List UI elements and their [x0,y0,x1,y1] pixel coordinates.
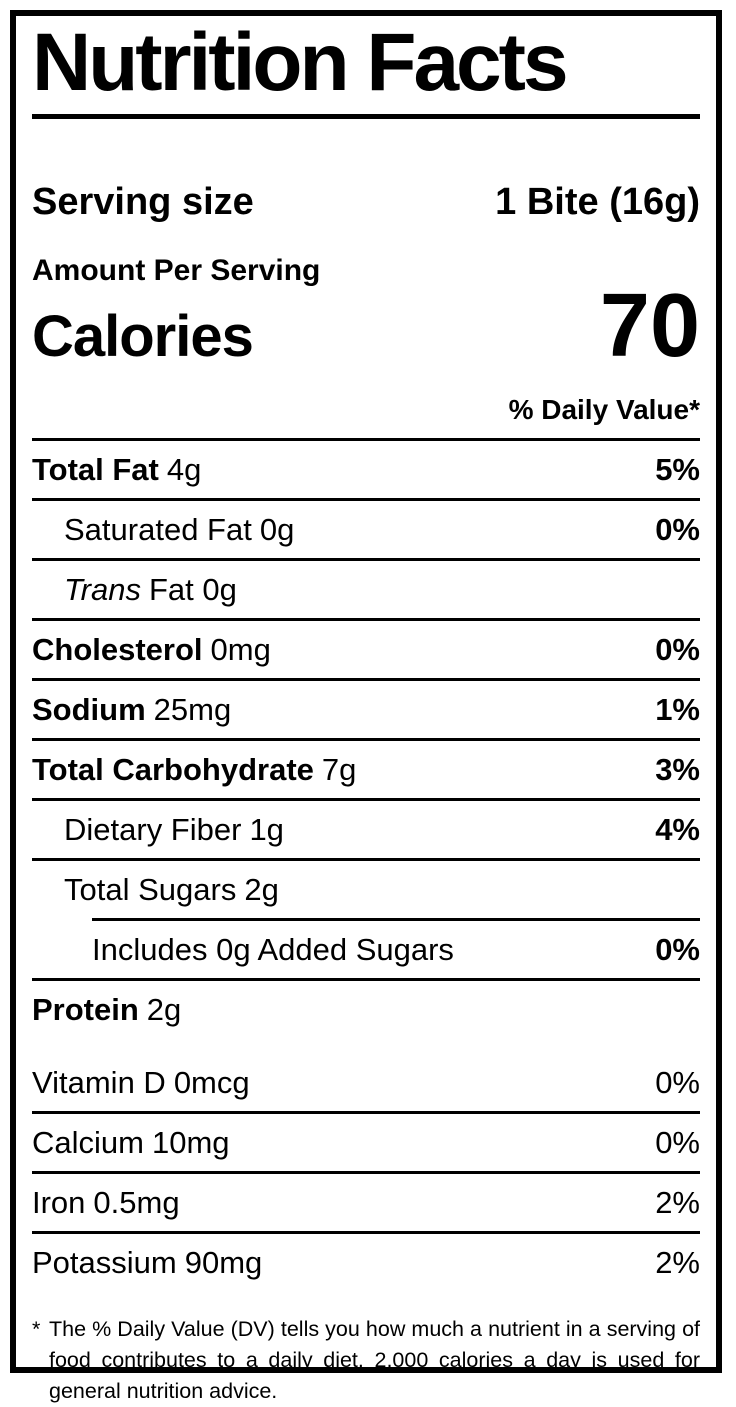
nutrient-row [32,681,700,738]
nutrient-pct: 4% [655,811,700,847]
nutrient-pct: 3% [655,751,700,787]
vitamin-pct: 0% [655,1064,700,1100]
nutrient-row [32,621,700,678]
vitamin-amount: 0mcg [173,1064,250,1100]
nutrient-name: Total Sugars [64,871,237,907]
vitamin-pct: 0% [655,1124,700,1160]
nutrient-row [32,501,700,558]
nutrient-name: Saturated Fat [64,511,252,547]
nutrient-row [32,981,700,1038]
vitamin-row [32,1234,700,1291]
nutrient-name: Protein [32,991,139,1027]
nutrient-pct: 0% [655,931,700,967]
serving-size-row [32,181,700,224]
nutrient-name: Dietary Fiber [64,811,242,847]
vitamin-amount: 90mg [184,1244,263,1280]
vitamin-pct: 2% [655,1244,700,1280]
nutrient-row [32,801,700,858]
daily-value-header: % Daily Value* [508,393,700,425]
nutrient-amount: 2g [146,991,182,1027]
vitamin-name: Vitamin D [32,1064,166,1100]
nutrient-amount: 1g [249,811,284,847]
nutrient-rows [32,441,700,1038]
nutrient-amount: 25mg [153,691,232,727]
nutrient-name: Cholesterol [32,631,203,667]
nutrition-facts-label [10,10,722,1404]
nutrient-name: Total Fat [32,451,159,487]
vitamin-row [32,1114,700,1171]
nutrient-name: Includes 0g Added Sugars [92,931,454,967]
vitamin-name: Iron [32,1184,86,1220]
nutrient-amount: Fat 0g [148,571,237,607]
nutrient-pct: 1% [655,691,700,727]
nutrient-pct: 5% [655,451,700,487]
footnote-text: The % Daily Value (DV) tells you how much a nutrient in a serving of food contributes to a daily diet. 2,000 calories a day is used for general nutrition advice. [49,1316,700,1404]
vitamin-name: Calcium [32,1124,144,1160]
vitamin-amount: 0.5mg [93,1184,180,1220]
vitamin-rows [32,1054,700,1291]
daily-value-footnote [32,1314,700,1407]
label-title: Nutrition Facts [32,17,566,108]
nutrient-amount: 0g [259,511,295,547]
nutrient-row [32,561,700,618]
nutrient-row [32,921,700,978]
nutrient-amount: 2g [244,871,279,907]
vitamin-pct: 2% [655,1184,700,1220]
nutrient-name: Sodium [32,691,146,727]
vitamin-amount: 10mg [151,1124,230,1160]
nutrient-amount: 4g [166,451,202,487]
vitamin-row [32,1174,700,1231]
serving-size-value: 1 Bite (16g) [495,181,700,223]
nutrient-name: Trans [64,571,141,607]
calories-value: 70 [599,276,700,376]
vitamin-name: Potassium [32,1244,177,1280]
footnote-asterisk: * [32,1316,41,1341]
nutrient-pct: 0% [655,511,700,547]
amount-per-serving-label: Amount Per Serving [32,254,321,287]
nutrient-pct: 0% [655,631,700,667]
nutrient-amount: 0mg [210,631,271,667]
nutrient-row [32,741,700,798]
nutrient-name: Total Carbohydrate [32,751,314,787]
title-rule [32,114,700,119]
vitamin-row [32,1054,700,1111]
calories-row [32,276,700,376]
nutrient-amount: 7g [321,751,357,787]
nutrient-row [32,441,700,498]
nutrient-row [32,861,700,918]
serving-size-label: Serving size [32,181,254,223]
calories-label: Calories [32,304,253,369]
